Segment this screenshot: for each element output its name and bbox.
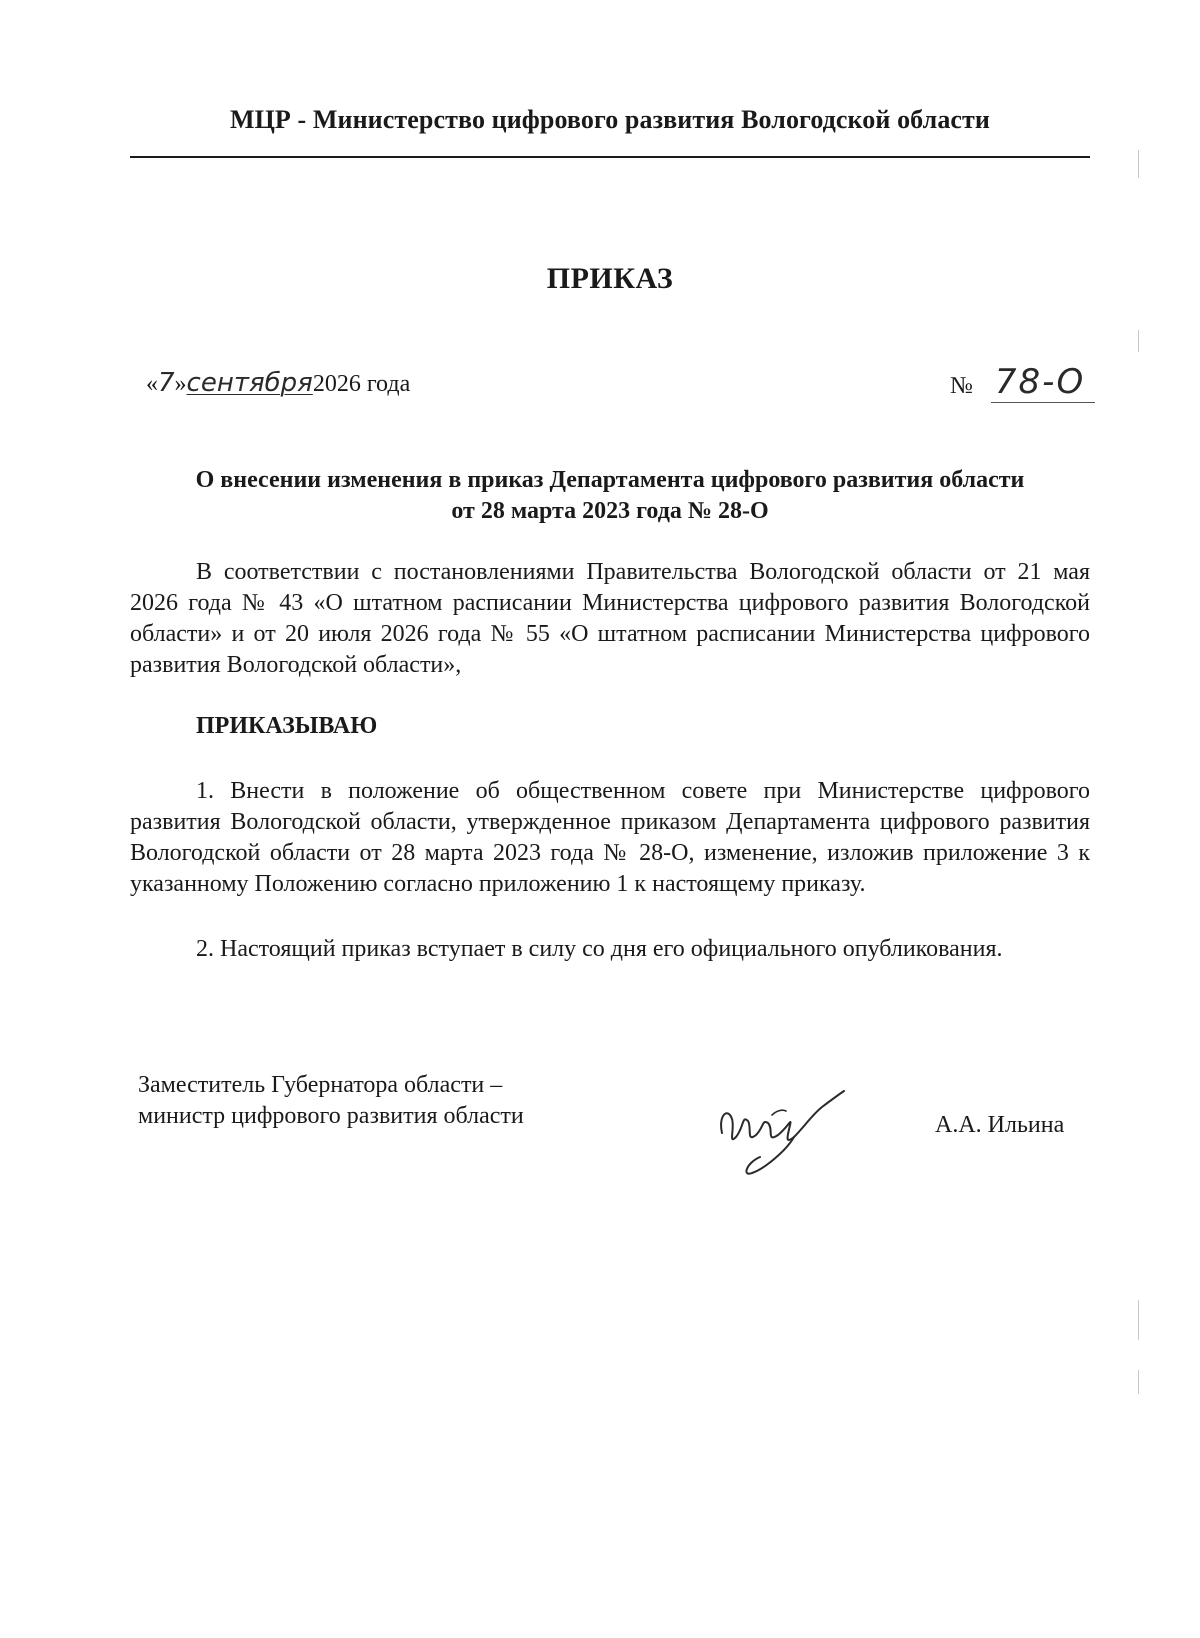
scan-artifact [1138, 330, 1139, 352]
scan-artifact [1138, 150, 1139, 178]
directive-heading: ПРИКАЗЫВАЮ [196, 713, 378, 739]
signer-name: А.А. Ильина [935, 1112, 1065, 1138]
document-number [950, 362, 1095, 403]
scan-artifact [1138, 1370, 1139, 1394]
order-item-1: 1. Внести в положение об общественном совете при Министерстве цифрового развития Вологодской области, утвержденное приказом Департамента цифрового развития Вологодской области от 28 марта 2023 года № 28-О, изменение, изложив приложение 3 к указанному Положению согласно приложению 1 к настоящему приказу. [130, 778, 1090, 897]
date-year: 2026 года [312, 371, 411, 397]
document-subject [130, 465, 1090, 527]
signer-position-line-1: Заместитель Губернатора области – [138, 1072, 503, 1098]
date-month-handwritten: сентября [186, 368, 313, 398]
signer-position-line-2: министр цифрового развития области [138, 1103, 524, 1129]
number-value-handwritten: 78-О [991, 362, 1095, 403]
header-divider [130, 156, 1090, 158]
signer-position [138, 1070, 524, 1132]
document-type-title: ПРИКАЗ [546, 262, 674, 295]
date-close-quote: » [174, 371, 187, 397]
handwritten-signature [712, 1085, 872, 1180]
subject-line-2: от 28 марта 2023 года № 28-О [451, 498, 769, 524]
document-date [146, 368, 410, 398]
preamble-paragraph: В соответствии с постановлениями Правительства Вологодской области от 21 мая 2026 года № 43 «О штатном расписании Министерства цифрового развития Вологодской области» и от 20 июля 2026 года № 55 «О штатном расписании Министерства цифрового развития Вологодской области», [130, 559, 1090, 678]
organization-header: МЦР - Министерство цифрового развития Вологодской области [229, 105, 991, 134]
number-sign: № [950, 373, 973, 399]
order-item-2: 2. Настоящий приказ вступает в силу со дня его официального опубликования. [196, 936, 1003, 962]
subject-line-1: О внесении изменения в приказ Департамента цифрового развития области [195, 467, 1025, 493]
scan-artifact [1138, 1300, 1139, 1340]
date-day-handwritten: 7 [158, 368, 175, 398]
date-open-quote: « [146, 371, 158, 397]
